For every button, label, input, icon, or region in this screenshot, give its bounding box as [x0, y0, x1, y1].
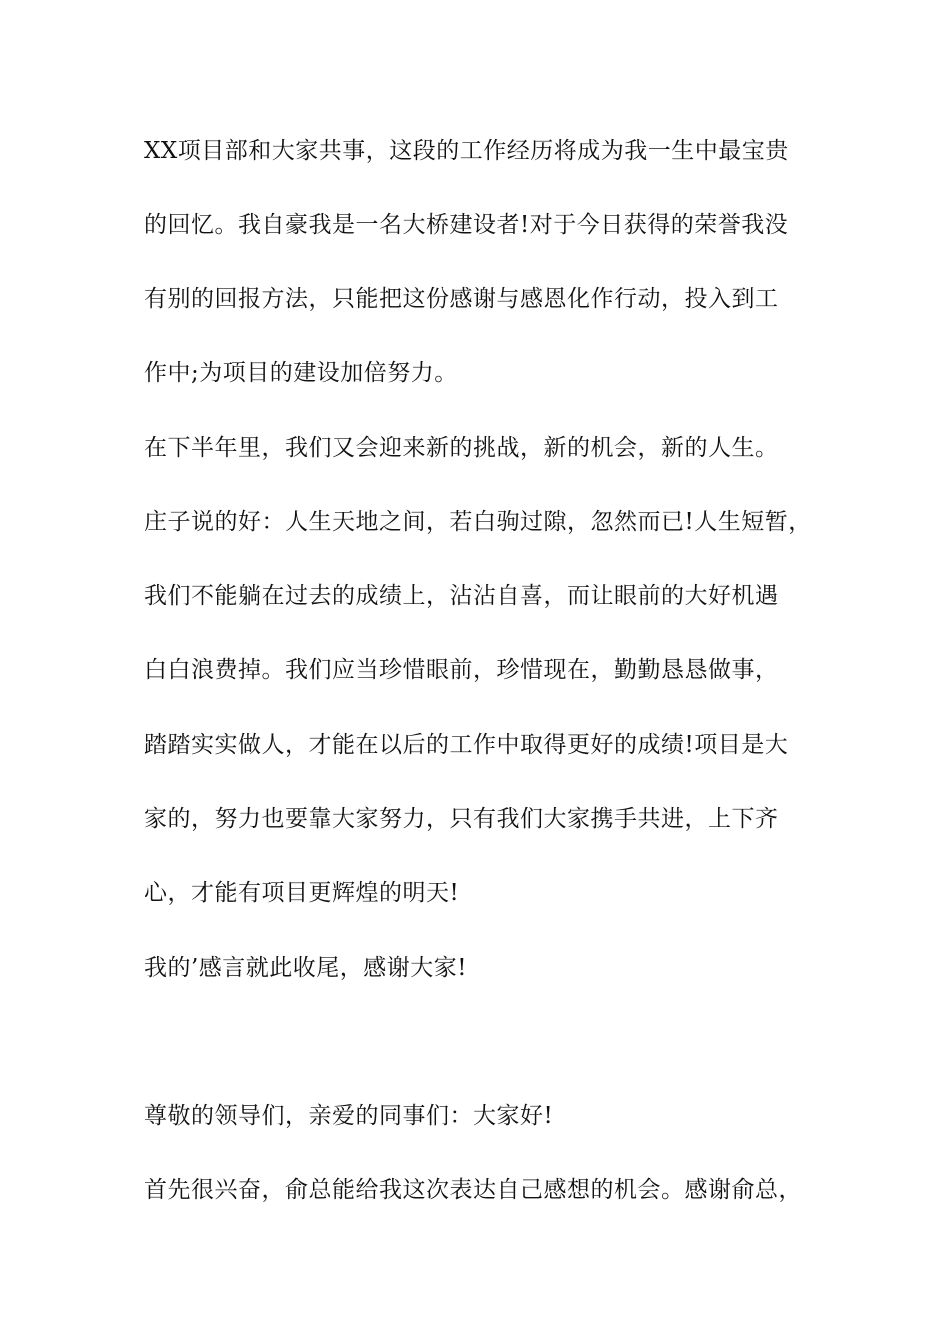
- text-line: 家的，努力也要靠大家努力，只有我们大家携手共进，上下齐: [144, 806, 779, 832]
- text-line: 尊敬的领导们，亲爱的同事们：大家好!: [144, 1103, 554, 1129]
- text-line: 在下半年里，我们又会迎来新的挑战，新的机会，新的人生。: [144, 435, 779, 461]
- text-line: 白白浪费掉。我们应当珍惜眼前，珍惜现在，勤勤恳恳做事，: [144, 657, 779, 683]
- text-line: 踏踏实实做人，才能在以后的工作中取得更好的成绩!项目是大: [144, 732, 789, 758]
- text-line: 有别的回报方法，只能把这份感谢与感恩化作行动，投入到工: [144, 286, 779, 312]
- text-line: 我的’感言就此收尾，感谢大家!: [144, 955, 468, 981]
- text-line: 的回忆。我自豪我是一名大桥建设者!对于今日获得的荣誉我没: [144, 212, 789, 238]
- text-line: 作中;为项目的建设加倍努力。: [144, 360, 458, 386]
- text-line: 首先很兴奋，俞总能给我这次表达自己感想的机会。感谢俞总，: [144, 1177, 802, 1203]
- text-line: 庄子说的好：人生天地之间，若白驹过隙，忽然而已!人生短暂，: [144, 509, 812, 535]
- text-line: XX项目部和大家共事，这段的工作经历将成为我一生中最宝贵: [144, 138, 789, 164]
- text-line: 我们不能躺在过去的成绩上，沾沾自喜，而让眼前的大好机遇: [144, 583, 779, 609]
- text-line: 心，才能有项目更辉煌的明天!: [144, 880, 460, 906]
